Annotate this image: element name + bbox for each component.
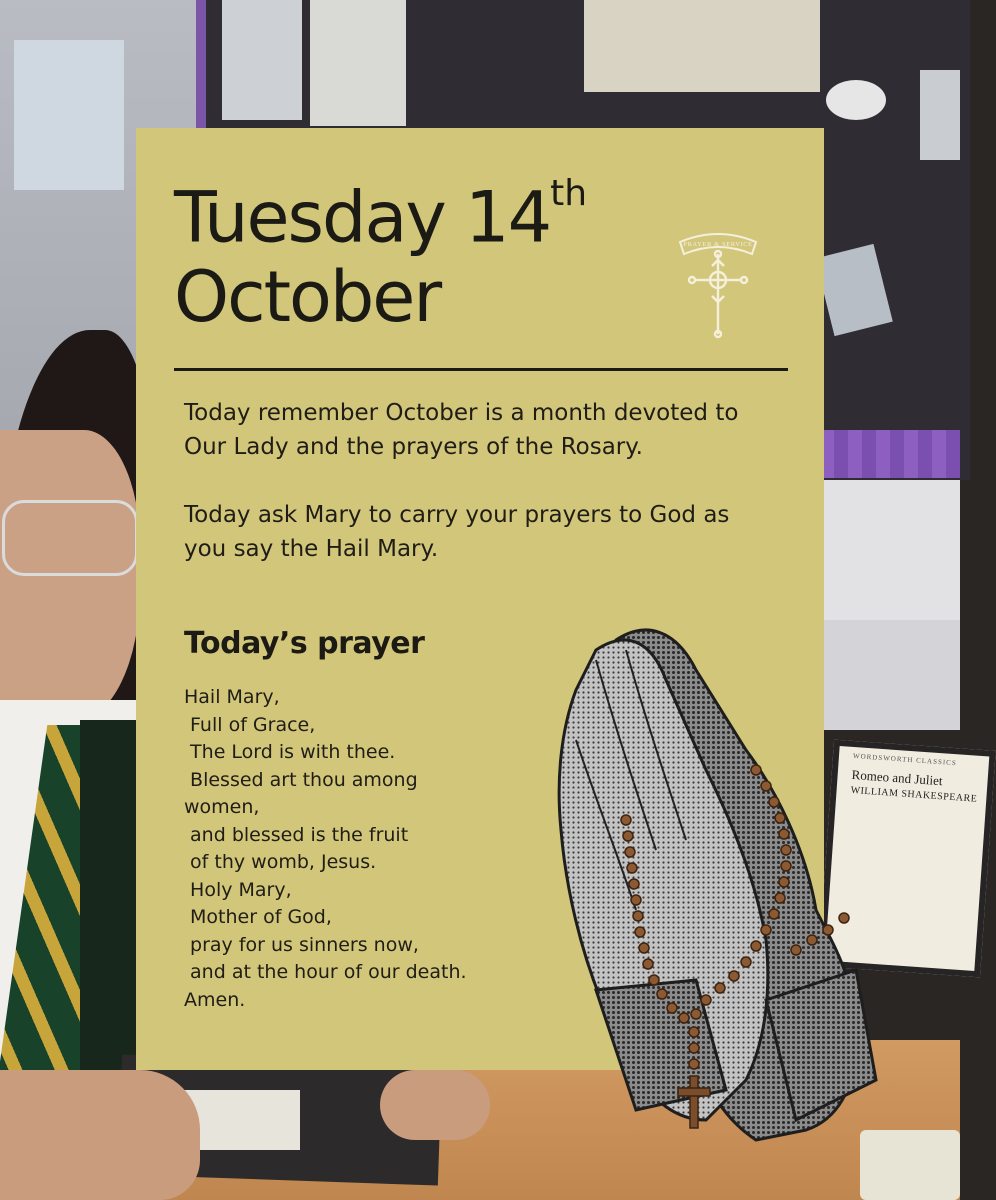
intro-paragraph: Today remember October is a month devoted to Our Lady and the prayers of the Rosary. <box>184 400 739 460</box>
title-month: October <box>174 256 441 339</box>
student-glasses <box>2 500 138 576</box>
student-hand <box>0 1070 200 1200</box>
prayer-line: The Lord is with thee. <box>184 741 396 763</box>
intro-paragraph: Today ask Mary to carry your prayers to God as you say the Hail Mary. <box>184 502 730 562</box>
prayer-line: and at the hour of our death. <box>184 961 467 983</box>
prayer-heading: Today’s prayer <box>184 626 425 661</box>
board-poster <box>920 70 960 160</box>
board-speech-bubble <box>826 80 886 120</box>
school-crest-icon <box>676 224 760 340</box>
title-ordinal: th <box>550 173 588 214</box>
divider <box>174 368 788 371</box>
prayer-line: and blessed is the fruit <box>184 823 409 846</box>
board-border-trim <box>820 430 960 478</box>
praying-hands-icon <box>556 620 876 1180</box>
intro-text <box>184 396 754 600</box>
book-series: WORDSWORTH CLASSICS <box>852 751 957 768</box>
prayer-line: Full of Grace, <box>184 713 316 736</box>
crest-motto: PRAYER & SERVICE <box>683 241 753 248</box>
board-poster <box>584 0 820 92</box>
prayer-text <box>184 684 504 1014</box>
board-poster <box>310 0 406 126</box>
prayer-line: Amen. <box>184 988 246 1011</box>
prayer-line: Blessed art thou among <box>184 768 418 791</box>
board-poster <box>222 0 302 120</box>
prayer-line: pray for us sinners now, <box>184 933 419 956</box>
student-hand <box>380 1070 490 1140</box>
prayer-line: of thy womb, Jesus. <box>184 851 377 873</box>
book-author: WILLIAM SHAKESPEARE <box>850 784 978 805</box>
wall-poster <box>14 40 124 190</box>
prayer-line: Hail Mary, <box>184 686 280 708</box>
prayer-line: Mother of God, <box>184 906 332 928</box>
title-day: Tuesday 14 <box>174 176 551 259</box>
page-title <box>174 166 587 337</box>
book-title: Romeo and Juliet <box>851 766 944 789</box>
prayer-line: Holy Mary, <box>184 878 292 901</box>
prayer-line: women, <box>184 796 260 818</box>
shelf <box>820 480 960 620</box>
